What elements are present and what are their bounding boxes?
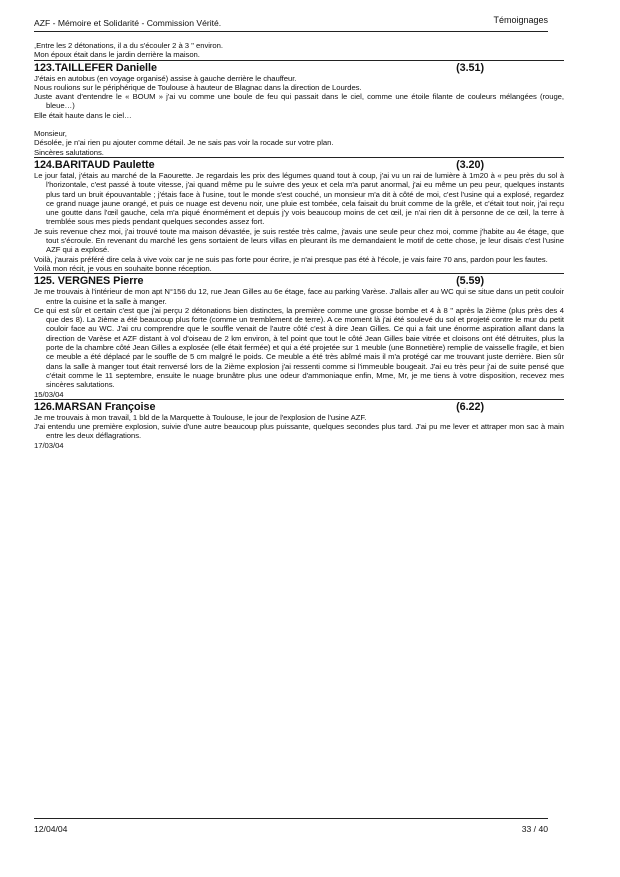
- testimony-heading: [34, 62, 564, 74]
- testimony-paragraph: Elle était haute dans le ciel…: [34, 110, 132, 120]
- page-header: [34, 14, 548, 32]
- footer-date: 12/04/04: [34, 824, 68, 834]
- testimony-paragraph: Je me trouvais à l'intérieur de mon apt N°156 du 12, rue Jean Gilles au 6e étage, face au parking Varèse. J'allais aller au WC qui se situe dans un petit couloir entre la cuisine et la salle à manger.: [34, 287, 564, 306]
- testimony-paragraph: Désolée, je n'ai rien pu ajouter comme détail. Je ne sais pas voir la rocade sur votre plan.: [34, 138, 334, 148]
- testimony-date: 17/03/04: [34, 440, 64, 450]
- reference-number: (3.51): [456, 61, 484, 74]
- testimony-paragraph: Le jour fatal, j'étais au marché de la Faourette. Je regardais les prix des légumes quand tout à coup, j'ai vu un rai de lumière à 1m20 à « peu près du sol à l'horizontale, c'est passé à toute vitesse, j'ai quand même pu le suivre des yeux et cela m'a parut anormal, j'ai eu même un peu peur, quelques instants plus tard un bruit épouvantable ; j'étais face à l'usine, tout le monde s'est couché, un monsieur m'a dit à côté de moi, c'est l'usine qui a explosé, regardez ce grand nuage jaune orangé, et puis ce nuage est devenu noir, une pluie est tombée, cela faisait du bruit comme de la grêle, et c'était tout noir, j'ai reçu une goutte dans l'œil gauche, cela m'a piqué énormément et depuis j'y vois beaucoup moins de cet œil, je n'ai rien dit à personne de ce œil, la terre à tremblée sous mes pieds pendant quelques secondes assez fort.: [34, 170, 564, 227]
- reference-number: (6.22): [456, 400, 484, 413]
- reference-number: (3.20): [456, 158, 484, 171]
- testimony-paragraph: Voilà, j'aurais préféré dire cela à vive voix car je ne suis pas forte pour écrire, je n'ai presque pas été à l'école, je vais faire 70 ans, pardon pour les fautes.: [34, 254, 548, 264]
- testimony-heading: [34, 159, 564, 171]
- header-title: AZF - Mémoire et Solidarité - Commission Vérité.: [34, 18, 222, 28]
- testimony-paragraph: Je me trouvais à mon travail, 1 bld de la Marquette à Toulouse, le jour de l'explosion de l'usine AZF.: [34, 412, 367, 422]
- testimony-paragraph: J'ai entendu une première explosion, suivie d'une autre beaucoup plus puissante, quelques secondes plus tard. J'ai pu me lever et attraper mon sac à main entre les deux déflagrations.: [34, 422, 564, 441]
- testimony-paragraph: Voilà mon récit, je vous en souhaite bonne réception.: [34, 264, 564, 274]
- intro-line: ,Entre les 2 détonations, il a du s'écouler 2 à 3 '' environ.: [34, 41, 223, 50]
- witness-name: 123.TAILLEFER Danielle: [34, 61, 157, 74]
- testimony-paragraph: Sincères salutations.: [34, 148, 564, 158]
- testimony-paragraph: Monsieur,: [34, 129, 67, 139]
- testimony-paragraph: Juste avant d'entendre le « BOUM » j'ai vu comme une boule de feu qui passait dans le ciel, comme une étoile filante de couleurs mélangées (rouge, bleue…): [34, 92, 564, 111]
- testimony-heading: [34, 275, 564, 287]
- testimony-paragraph: Ce qui est sûr et certain c'est que j'ai perçu 2 détonations bien distinctes, la première comme une grosse bombe et 4 à 8 '' après la 2ième (plus près des 4 que des 8). La 2ième a été beaucoup plus forte (comme un tremblement de terre). A ce moment là j'ai été soulevé du sol et projeté contre le mur du petit couloir face au WC. J'ai cru comprendre que le souffle venait de l'autre côté c'est à dire Jean Gilles. Ce qui a fait une énorme aspiration allant dans la direction de Varèse et AZF distant à vol d'oiseau de 2 km environ, à tel point que tout le côté Jean Gilles baie vitrée et cloisons ont été détruites, plus la porte de la chambre côté Jean Gilles a explosée (elle était fermée) et qui a été projetée sur 1 meuble (une Bonnetière) remplie de vaisselle fragile, et bien ce meuble a été déplacé par le souffle de 5 cm malgré le poids. Ce meuble a été très abîmé mais il m'a protégé car me trouvant juste derrière. Bien sûr dans la salle à manger tout était renversé lors de la 2ième explosion j'ai ressenti comme si l'immeuble bougeait. J'ai eu très peur j'ai de suite pensé que c'était comme le 11 septembre, ensuite le nuage brunâtre plus une odeur d'ammoniaque enfin, Mme, Mr, je me tiens à votre disposition, recevez mes sincères salutations.: [34, 305, 564, 390]
- page-footer: [34, 818, 548, 837]
- witness-name: 124.BARITAUD Paulette: [34, 158, 155, 171]
- page-number: 33 / 40: [521, 824, 548, 834]
- header-section: Témoignages: [493, 15, 548, 25]
- testimony-paragraph: J'étais en autobus (en voyage organisé) assise à gauche derrière le chauffeur.: [34, 73, 297, 83]
- document-body: [34, 41, 564, 450]
- testimony-heading: [34, 401, 564, 413]
- reference-number: (5.59): [456, 275, 484, 288]
- intro-line: Mon époux était dans le jardin derrière la maison.: [34, 50, 564, 60]
- witness-name: 125. VERGNES Pierre: [34, 275, 144, 288]
- witness-name: 126.MARSAN Françoise: [34, 400, 156, 413]
- testimony-paragraph: Je suis revenue chez moi, j'ai trouvé toute ma maison dévastée, je suis restée très calme, j'avais une seule peur chez moi, comme j'habite au 4e étage, que tout s'écroule. En revenant du marché les gens sortaient de leurs villas en pleurant ils me demandaient le motif de cette chose, je leur disais c'est l'usine AZF qui a explosé.: [34, 226, 564, 255]
- blank-line: [34, 120, 564, 129]
- testimony-paragraph: Nous roulions sur le périphérique de Toulouse à hauteur de Blagnac dans la direction de Lourdes.: [34, 82, 362, 92]
- testimony-date: 15/03/04: [34, 390, 564, 400]
